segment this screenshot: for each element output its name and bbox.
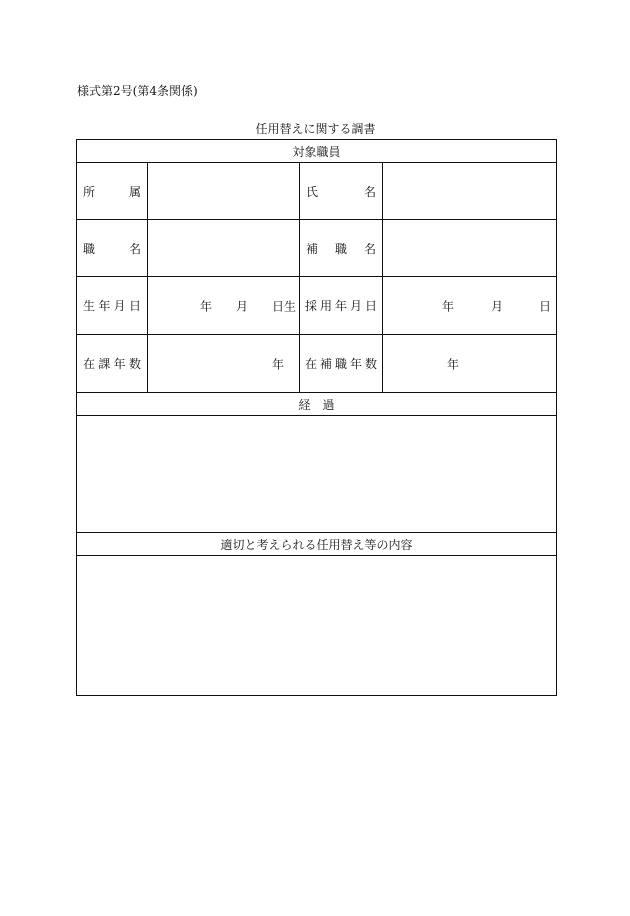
years-in-supplementary-label: 在 補 職 年 数 [300,335,383,393]
document-title: 任用替えに関する調書 [255,122,376,136]
years-in-section-value[interactable] [148,335,300,393]
affiliation-value[interactable] [148,163,300,220]
birth-date-label: 生 年 月 日 [77,277,148,335]
birth-day-unit: 日生 [272,299,297,313]
affiliation-label: 所 属 [77,163,148,220]
appropriate-reassignment-header: 適切と考えられる任用替え等の内容 [77,533,557,556]
history-header: 経 過 [77,393,557,416]
history-content-area[interactable] [77,416,557,533]
hire-date-label: 採 用 年 月 日 [300,277,383,335]
section-years-unit: 年 [272,357,285,371]
job-title-value[interactable] [148,220,300,277]
supplementary-job-title-value[interactable] [383,220,557,277]
years-in-section-label: 在 課 年 数 [77,335,148,393]
hire-day-unit: 日 [539,299,552,313]
hire-year-unit: 年 [442,299,455,313]
target-staff-header: 対象職員 [77,140,557,163]
name-label: 氏 名 [300,163,383,220]
job-title-label: 職 名 [77,220,148,277]
birth-month-unit: 月 [236,299,249,313]
reassignment-content-area[interactable] [77,556,557,696]
name-value[interactable] [383,163,557,220]
supp-years-unit: 年 [447,357,460,371]
survey-table [76,139,557,696]
supplementary-job-title-label: 補 職 名 [300,220,383,277]
years-in-supplementary-value[interactable] [383,335,557,393]
form-number: 様式第2号(第4条関係) [77,84,198,98]
hire-date-value[interactable] [383,277,557,335]
birth-year-unit: 年 [200,299,213,313]
hire-month-unit: 月 [491,299,504,313]
birth-date-value[interactable] [148,277,300,335]
